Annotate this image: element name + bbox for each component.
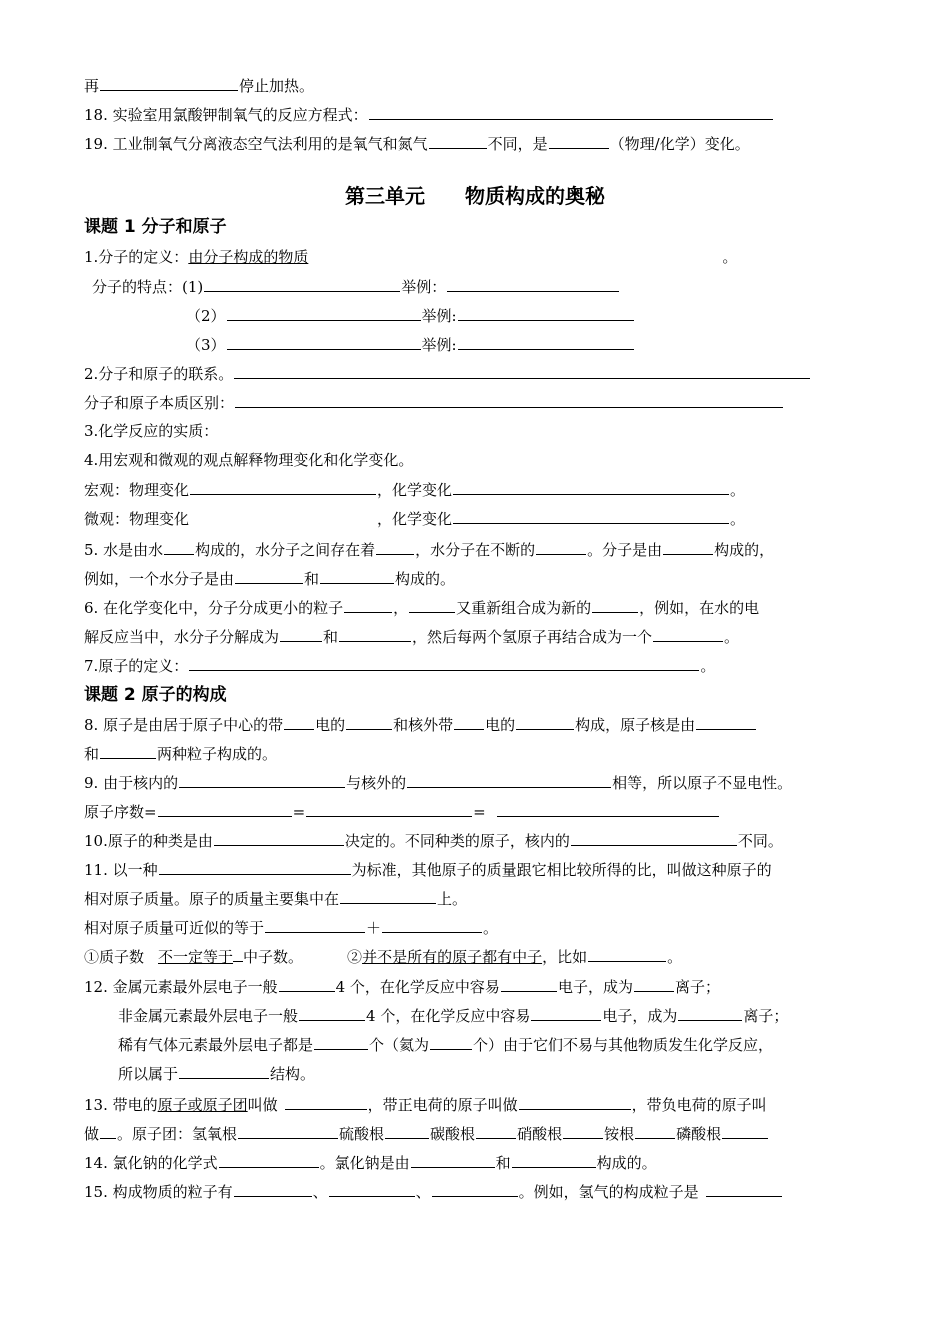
- blank[interactable]: [653, 623, 723, 642]
- blank[interactable]: [476, 1120, 516, 1139]
- blank[interactable]: [100, 72, 238, 91]
- blank[interactable]: [227, 302, 421, 321]
- blank[interactable]: [369, 101, 773, 120]
- blank[interactable]: [234, 1178, 312, 1197]
- blank[interactable]: [458, 331, 634, 350]
- question-12-line-4: 所以属于 结构。: [118, 1060, 880, 1086]
- blank[interactable]: [265, 914, 365, 933]
- blank[interactable]: [454, 711, 484, 730]
- blank[interactable]: [516, 711, 574, 730]
- blank[interactable]: [158, 798, 292, 817]
- blank[interactable]: [519, 1091, 631, 1110]
- question-6-line-2: 解反应当中，水分子分解成为 和 ，然后每两个氢原子再结合成为一个 。: [84, 623, 880, 649]
- blank[interactable]: [179, 1060, 269, 1079]
- question-2-relation: 2.分子和原子的联系。: [84, 360, 880, 386]
- blank[interactable]: [320, 565, 394, 584]
- blank[interactable]: [722, 1120, 768, 1139]
- question-11-line-2: 相对原子质量。原子的质量主要集中在 上。: [84, 885, 880, 911]
- blank[interactable]: [190, 476, 376, 495]
- macro-view: 宏观：物理变化 ，化学变化 。: [84, 476, 880, 502]
- blank[interactable]: [299, 1002, 365, 1021]
- question-12-line-1: 12. 金属元素最外层电子一般 4 个，在化学反应中容易 电子，成为 离子；: [84, 973, 880, 999]
- blank[interactable]: [453, 505, 729, 524]
- molecule-definition: 1.分子的定义：由分子构成的物质 。: [84, 248, 738, 266]
- blank[interactable]: [214, 827, 344, 846]
- blank[interactable]: [344, 594, 392, 613]
- blank[interactable]: [501, 973, 557, 992]
- blank[interactable]: [430, 1031, 472, 1050]
- blank[interactable]: [280, 623, 322, 642]
- blank[interactable]: [385, 1120, 429, 1139]
- question-19: 19. 工业制氧气分离液态空气法利用的是氧气和氮气 不同，是 （物理/化学）变化。: [84, 130, 880, 156]
- question-14: 14. 氯化钠的化学式 。氯化钠是由 和 构成的。: [84, 1149, 880, 1175]
- atomic-number-line: 原子序数= = =: [84, 798, 880, 824]
- blank[interactable]: [563, 1120, 603, 1139]
- blank[interactable]: [279, 973, 335, 992]
- question-5-line-1: 5. 水是由水 构成的，水分子之间存在着 ，水分子在不断的 。分子是由 构成的，: [84, 536, 880, 562]
- blank[interactable]: [238, 1120, 338, 1139]
- blank[interactable]: [696, 711, 756, 730]
- blank[interactable]: [411, 1149, 495, 1168]
- blank[interactable]: [453, 476, 729, 495]
- question-15: 15. 构成物质的粒子有 、 、 。例如，氢气的构成粒子是: [84, 1178, 880, 1204]
- blank[interactable]: [159, 856, 351, 875]
- blank[interactable]: [536, 536, 586, 555]
- question-8-line-2: 和 两种粒子构成的。: [84, 740, 880, 766]
- blank[interactable]: [204, 273, 400, 292]
- question-18: 18. 实验室用氯酸钾制氧气的反应方程式：: [84, 101, 880, 127]
- blank[interactable]: [376, 536, 414, 555]
- relative-mass-line: 相对原子质量可近似的等于 ＋ 。: [84, 914, 880, 940]
- blank[interactable]: [219, 1149, 319, 1168]
- blank[interactable]: [512, 1149, 596, 1168]
- molecule-feature-3: （3） 举例:: [186, 331, 880, 357]
- blank[interactable]: [339, 623, 411, 642]
- question-13-line-1: 13. 带电的原子或原子团叫做 ，带正电荷的原子叫做 ，带负电荷的原子叫: [84, 1091, 880, 1117]
- question-7: 7.原子的定义： 。: [84, 652, 880, 678]
- blank[interactable]: [571, 827, 737, 846]
- blank[interactable]: [306, 798, 472, 817]
- blank[interactable]: [706, 1178, 782, 1197]
- question-12-line-2: 非金属元素最外层电子一般 4 个，在化学反应中容易 电子，成为 离子；: [118, 1002, 884, 1028]
- question-5-line-2: 例如，一个水分子是由 和 构成的。: [84, 565, 880, 591]
- question-6-line-1: 6. 在化学变化中，分子分成更小的粒子 ， 又重新组合成为新的 ，例如，在水的电: [84, 594, 880, 620]
- blank[interactable]: [497, 798, 719, 817]
- blank[interactable]: [447, 273, 619, 292]
- blank[interactable]: [407, 769, 611, 788]
- blank[interactable]: [189, 652, 699, 671]
- blank[interactable]: [663, 536, 713, 555]
- blank[interactable]: [382, 914, 482, 933]
- question-3: 3.化学反应的实质：: [84, 422, 219, 440]
- blank[interactable]: [235, 565, 303, 584]
- question-2-difference: 分子和原子本质区别：: [84, 389, 880, 415]
- notes-line: ①质子数 不一定等于 中子数。 ②并不是所有的原子都有中子，比如 。: [84, 943, 880, 969]
- question-13-line-2: 做 。原子团：氢氧根 硫酸根 碳酸根 硝酸根 铵根 磷酸根: [84, 1120, 880, 1146]
- question-4: 4.用宏观和微观的观点解释物理变化和化学变化。: [84, 451, 414, 469]
- blank[interactable]: [429, 130, 487, 149]
- blank[interactable]: [329, 1178, 415, 1197]
- blank[interactable]: [588, 943, 666, 962]
- blank[interactable]: [340, 885, 436, 904]
- question-11-line-1: 11. 以一种 为标准，其他原子的质量跟它相比较所得的比，叫做这种原子的: [84, 856, 880, 882]
- blank[interactable]: [235, 389, 783, 408]
- blank[interactable]: [284, 711, 314, 730]
- molecule-feature-2: （2） 举例:: [186, 302, 880, 328]
- blank[interactable]: [346, 711, 392, 730]
- blank[interactable]: [179, 769, 345, 788]
- lesson-2-heading: 课题 2 原子的构成: [84, 685, 227, 705]
- unit-title: 第三单元 物质构成的奥秘: [345, 184, 605, 208]
- molecule-feature-1: 分子的特点：(1) 举例：: [92, 273, 880, 299]
- blank[interactable]: [531, 1002, 601, 1021]
- blank[interactable]: [549, 130, 609, 149]
- blank[interactable]: [409, 594, 455, 613]
- blank[interactable]: [314, 1031, 368, 1050]
- line-heating: 再 停止加热。: [84, 72, 880, 98]
- blank[interactable]: [458, 302, 634, 321]
- blank[interactable]: [678, 1002, 742, 1021]
- blank[interactable]: [432, 1178, 518, 1197]
- blank[interactable]: [635, 1120, 675, 1139]
- question-9: 9. 由于核内的 与核外的 相等，所以原子不显电性。: [84, 769, 880, 795]
- question-10: 10.原子的种类是由 决定的。不同种类的原子，核内的 不同。: [84, 827, 880, 853]
- blank[interactable]: [285, 1091, 367, 1110]
- blank[interactable]: [100, 740, 156, 759]
- blank[interactable]: [592, 594, 638, 613]
- micro-view: 微观：物理变化 ，化学变化 。: [84, 505, 880, 531]
- blank[interactable]: [634, 973, 674, 992]
- blank[interactable]: [164, 536, 194, 555]
- lesson-1-heading: 课题 1 分子和原子: [84, 217, 227, 237]
- blank[interactable]: [227, 331, 421, 350]
- blank[interactable]: [100, 1120, 116, 1139]
- question-12-line-3: 稀有气体元素最外层电子都是 个（氦为 个）由于它们不易与其他物质发生化学反应，: [118, 1031, 880, 1057]
- blank[interactable]: [234, 360, 810, 379]
- question-8-line-1: 8. 原子是由居于原子中心的带 电的 和核外带 电的 构成，原子核是由: [84, 711, 880, 737]
